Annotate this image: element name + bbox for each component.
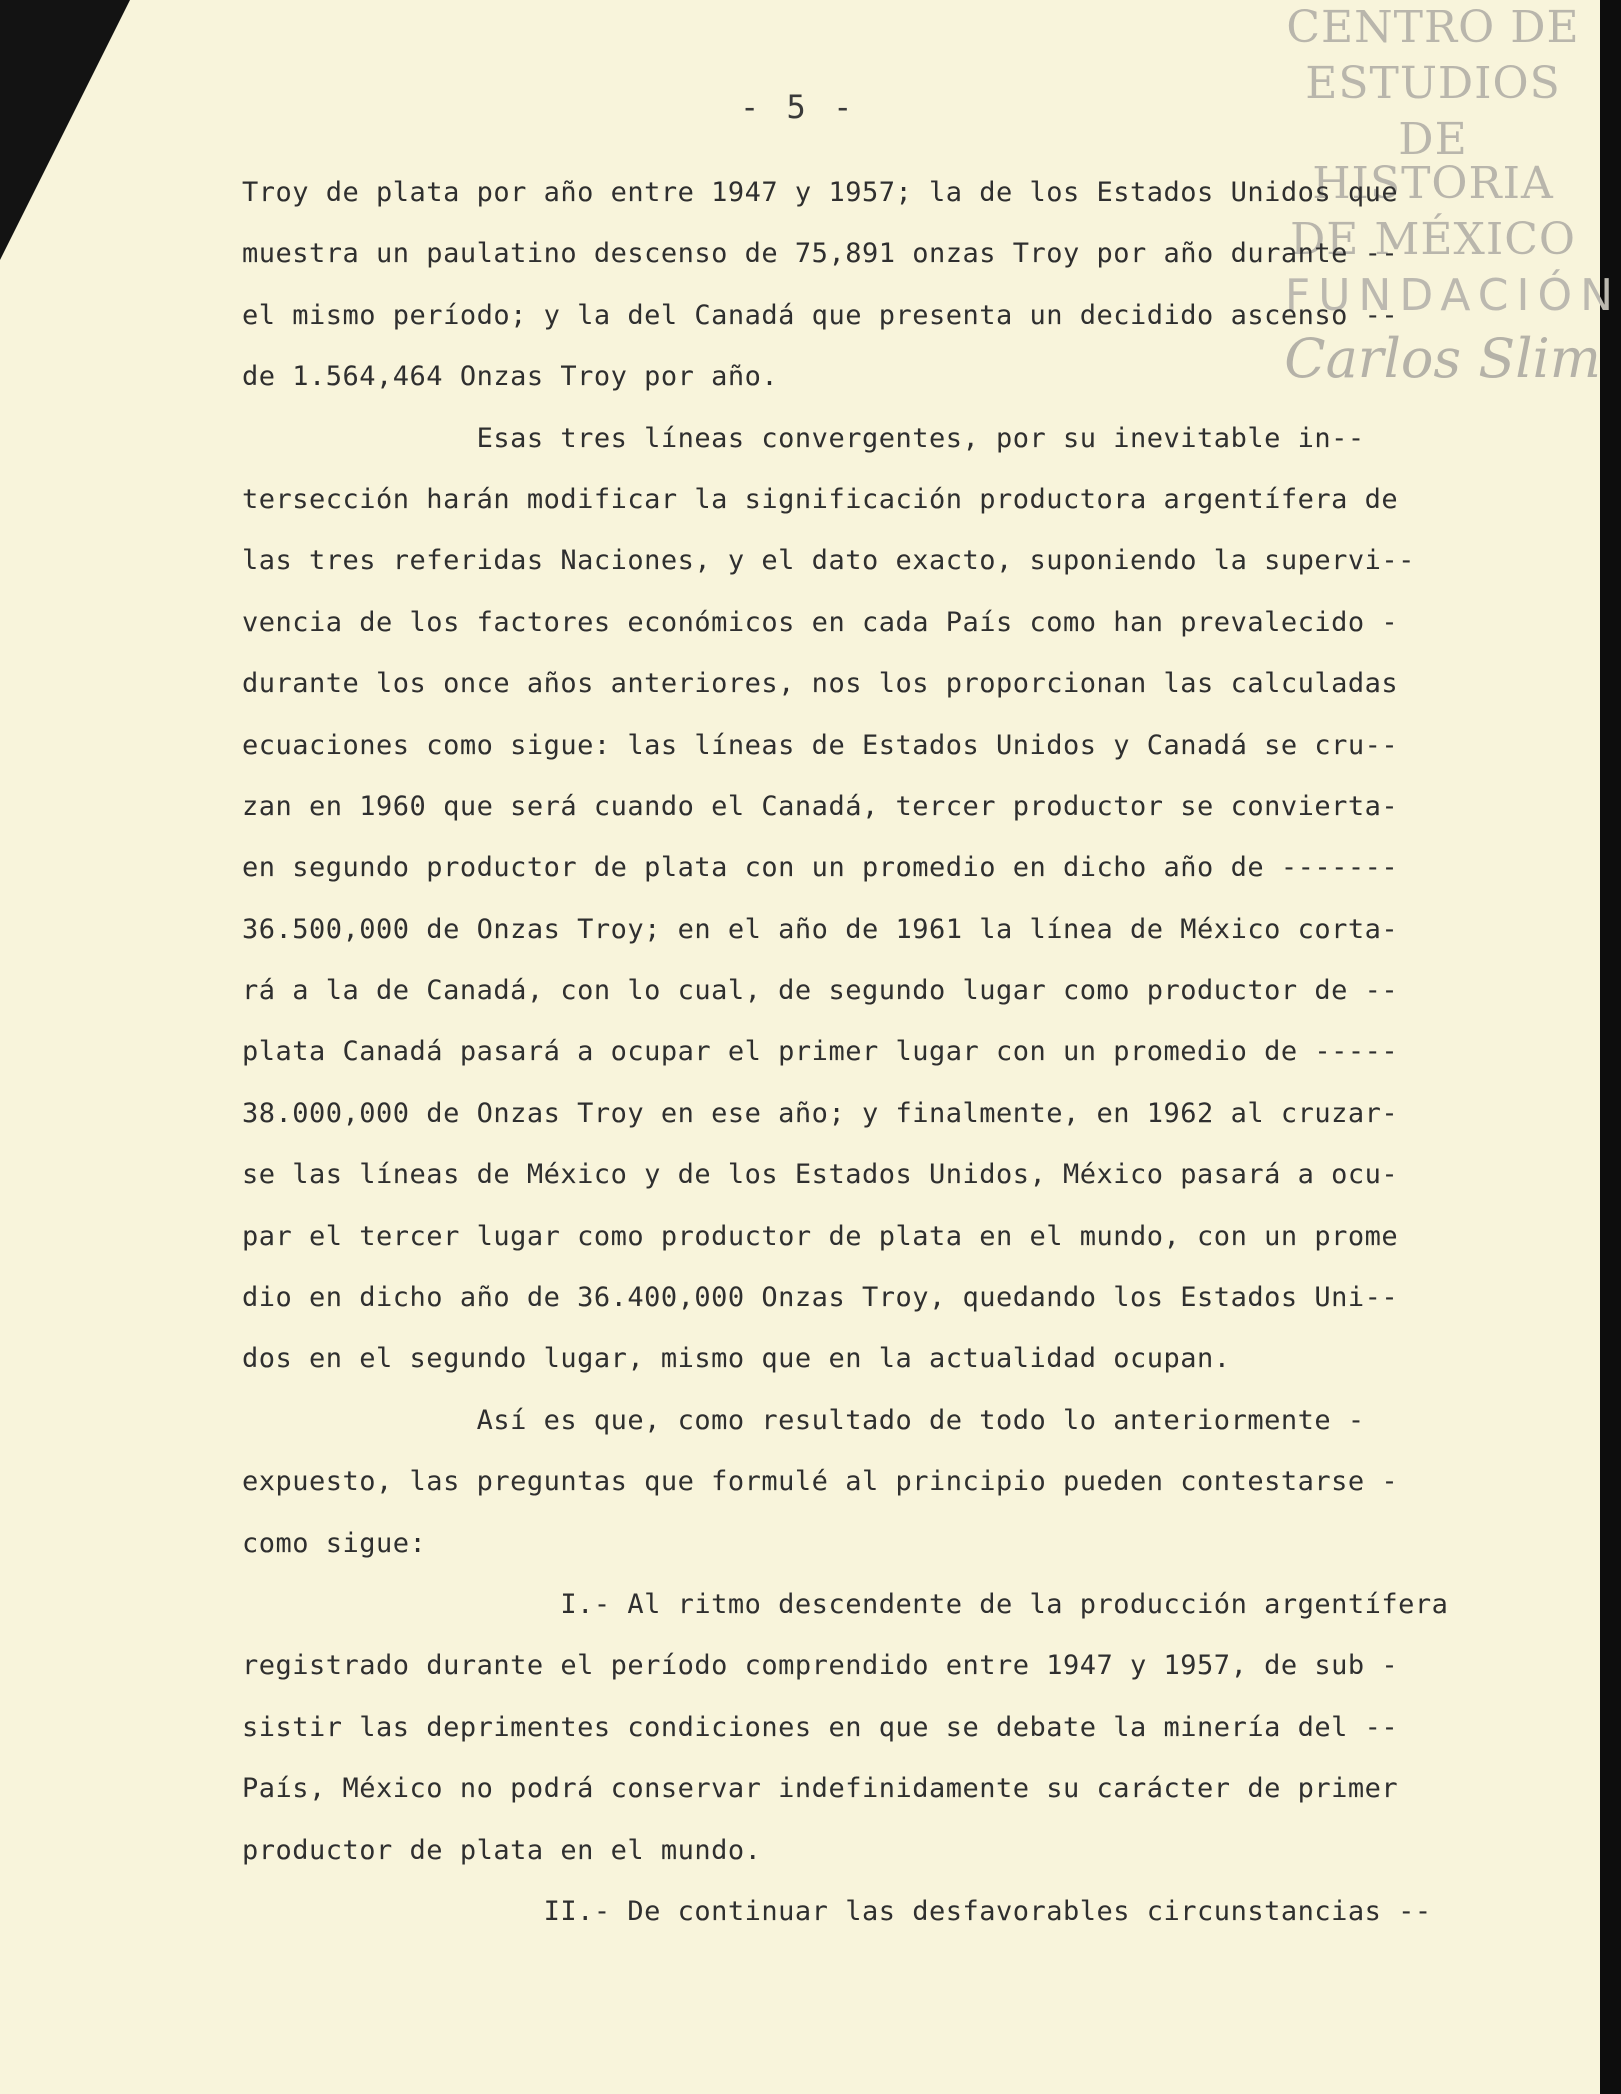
watermark-signature: Carlos Slim xyxy=(1284,327,1601,390)
page-number: - 5 - xyxy=(740,88,857,126)
text-line: tersección harán modificar la significación productora argentífera de xyxy=(242,483,1399,515)
text-line: expuesto, las preguntas que formulé al principio pueden contestarse - xyxy=(242,1466,1399,1498)
text-line: el mismo período; y la del Canadá que presenta un decidido ascenso -- xyxy=(242,299,1399,331)
text-line: 38.000,000 de Onzas Troy en ese año; y finalmente, en 1962 al cruzar- xyxy=(242,1097,1399,1129)
text-line: II.- De continuar las desfavorables circunstancias -- xyxy=(242,1895,1432,1927)
text-line: dos en el segundo lugar, mismo que en la actualidad ocupan. xyxy=(242,1343,1231,1375)
watermark-line-2: ESTUDIOS xyxy=(1305,58,1561,109)
text-line: registrado durante el período comprendido entre 1947 y 1957, de sub - xyxy=(242,1650,1399,1682)
text-line: se las líneas de México y de los Estados Unidos, México pasará a ocu- xyxy=(242,1159,1399,1191)
text-line: de 1.564,464 Onzas Troy por año. xyxy=(242,361,779,393)
text-line: como sigue: xyxy=(242,1527,427,1559)
text-line: Troy de plata por año entre 1947 y 1957; la de los Estados Unidos que xyxy=(242,177,1399,208)
text-line: sistir las deprimentes condiciones en que se debate la minería del -- xyxy=(242,1711,1399,1743)
text-line: rá a la de Canadá, con lo cual, de segundo lugar como productor de -- xyxy=(242,975,1399,1007)
text-line: par el tercer lugar como productor de plata en el mundo, con un prome xyxy=(242,1220,1399,1252)
text-line: en segundo productor de plata con un promedio en dicho año de ------- xyxy=(242,852,1399,884)
text-line: Esas tres líneas convergentes, por su inevitable in-- xyxy=(242,422,1365,454)
text-line: plata Canadá pasará a ocupar el primer lugar con un promedio de ----- xyxy=(242,1036,1399,1068)
watermark-line-4: DE MÉXICO xyxy=(1290,214,1576,265)
text-line: I.- Al ritmo descendente de la producción argentífera xyxy=(242,1588,1449,1620)
text-line: zan en 1960 que será cuando el Canadá, tercer productor se convierta- xyxy=(242,790,1399,822)
text-line: Así es que, como resultado de todo lo anteriormente - xyxy=(242,1404,1365,1436)
text-line: ecuaciones como sigue: las líneas de Estados Unidos y Canadá se cru-- xyxy=(242,729,1399,761)
watermark-line-3: DE HISTORIA xyxy=(1312,114,1554,209)
text-line: productor de plata en el mundo. xyxy=(242,1834,762,1866)
text-line: 36.500,000 de Onzas Troy; en el año de 1961 la línea de México corta- xyxy=(242,913,1399,945)
text-line: dio en dicho año de 36.400,000 Onzas Troy, quedando los Estados Uni-- xyxy=(242,1282,1399,1314)
text-line: las tres referidas Naciones, y el dato exacto, suponiendo la supervi-- xyxy=(242,545,1415,577)
watermark-line-1: CENTRO DE xyxy=(1286,2,1580,53)
document-body xyxy=(242,162,1532,1942)
text-line: durante los once años anteriores, nos los proporcionan las calculadas xyxy=(242,668,1399,700)
watermark-foundation: FUNDACIÓN xyxy=(1284,270,1621,321)
text-line: muestra un paulatino descenso de 75,891 onzas Troy por año durante -- xyxy=(242,238,1399,270)
text-line: País, México no podrá conservar indefinidamente su carácter de primer xyxy=(242,1773,1399,1805)
text-line: vencia de los factores económicos en cada País como han prevalecido - xyxy=(242,606,1399,638)
